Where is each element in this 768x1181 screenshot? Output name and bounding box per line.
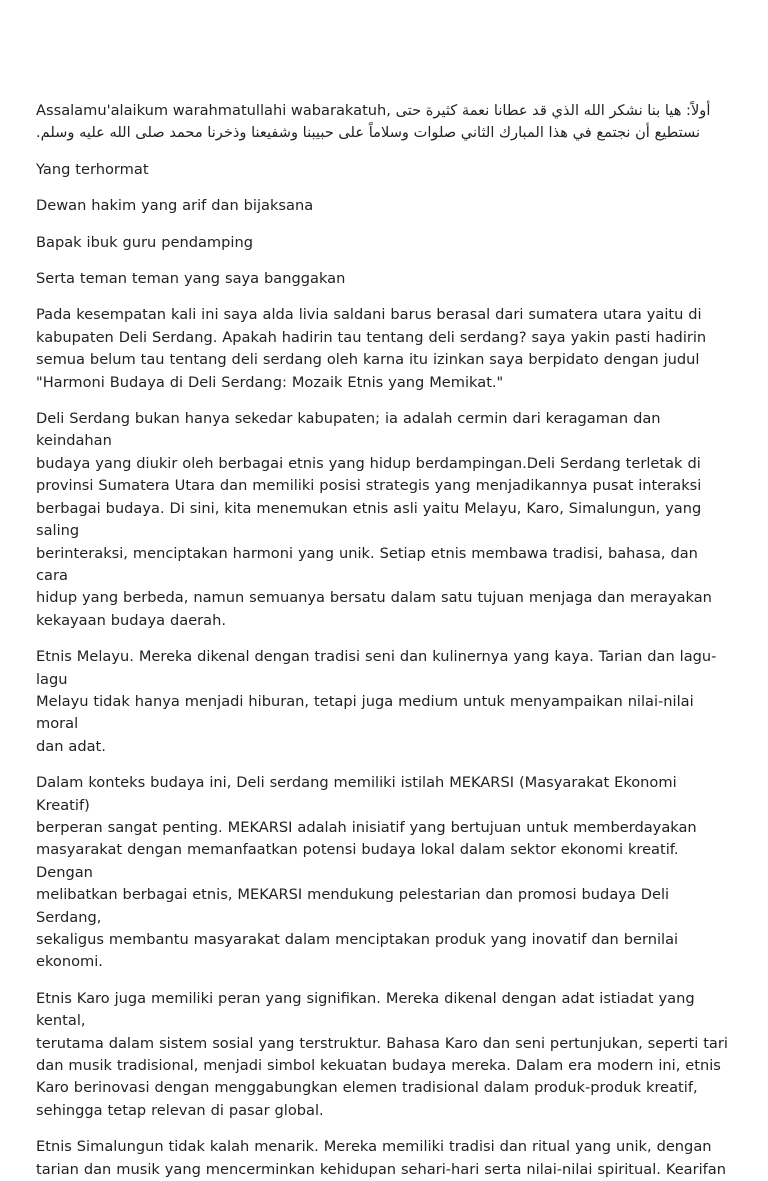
salutation-friends: Serta teman teman yang saya banggakan [36,270,346,288]
opening-line-1 [36,100,734,122]
paragraph-introduction: Pada kesempatan kali ini saya alda livia saldani barus berasal dari sumatera utara yaitu di kabupaten Deli Serdang. Apakah hadirin tau tentang deli serdang? saya yakin pasti hadirin semua belum tau tentang deli serdang oleh karna itu izinkan saya berpidato dengan judul "Harmoni Budaya di Deli Serdang: Mozaik Etnis yang Memikat." [36,306,707,391]
paragraph-deli-serdang: Deli Serdang bukan hanya sekedar kabupaten; ia adalah cermin dari keragaman dan keindahan budaya yang diukir oleh berbagai etnis yang hidup berdampingan.Deli Serdang terletak di provinsi Sumatera Utara dan memiliki posisi strategis yang menjadikannya pusat interaksi berbagai budaya. Di sini, kita menemukan etnis asli yaitu Melayu, Karo, Simalungun, yang saling berinteraksi, menciptakan harmoni yang unik. Setiap etnis membawa tradisi, bahasa, dan cara hidup yang berbeda, namun semuanya bersatu dalam satu tujuan menjaga dan merayakan kekayaan budaya daerah. [36,410,712,629]
paragraph-mekarsi: Dalam konteks budaya ini, Deli serdang memiliki istilah MEKARSI (Masyarakat Ekonomi Kreatif) berperan sangat penting. MEKARSI adalah inisiatif yang bertujuan untuk memberdayakan masyarakat dengan memanfaatkan potensi budaya lokal dalam sektor ekonomi kreatif. Dengan melibatkan berbagai etnis, MEKARSI mendukung pelestarian dan promosi budaya Deli Serdang, sekaligus membantu masyarakat dalam menciptakan produk yang inovatif dan bernilai ekonomi. [36,774,697,971]
greeting-latin: Assalamu'alaikum warahmatullahi wabarakatuh, [36,102,396,119]
opening-greeting [36,100,734,145]
paragraph-simalungun: Etnis Simalungun tidak kalah menarik. Mereka memiliki tradisi dan ritual yang unik, dengan tarian dan musik yang mencerminkan kehidupan sehari-hari serta nilai-nilai spiritual. Kearifan [36,1138,727,1178]
salutation-judges: Dewan hakim yang arif dan bijaksana [36,197,314,215]
salutation-teachers: Bapak ibuk guru pendamping [36,233,253,251]
greeting-arabic-1: أولاً: هيا بنا نشكر الله الذي قد عطانا نعمة كثيرة حتى [395,102,711,119]
paragraph-karo: Etnis Karo juga memiliki peran yang signifikan. Mereka dikenal dengan adat istiadat yang kental, terutama dalam sistem sosial yang terstruktur. Bahasa Karo dan seni pertunjukan, seperti tari dan musik tradisional, menjadi simbol kekuatan budaya mereka. Dalam era modern ini, etnis Karo berinovasi dengan menggabungkan elemen tradisional dalam produk-produk kreatif, sehingga tetap relevan di pasar global. [36,989,728,1119]
salutation-heading: Yang terhormat [36,160,149,178]
greeting-arabic-2: نستطيع أن نجتمع في هذا المبارك الثاني صلوات وسلاماً على حبيبنا وشفيعنا وذخرنا محمد صلى الله عليه وسلم. [36,124,701,142]
paragraph-melayu: Etnis Melayu. Mereka dikenal dengan tradisi seni dan kulinernya yang kaya. Tarian dan lagu-lagu Melayu tidak hanya menjadi hiburan, tetapi juga medium untuk menyampaikan nilai-nilai moral dan adat. [36,648,717,755]
